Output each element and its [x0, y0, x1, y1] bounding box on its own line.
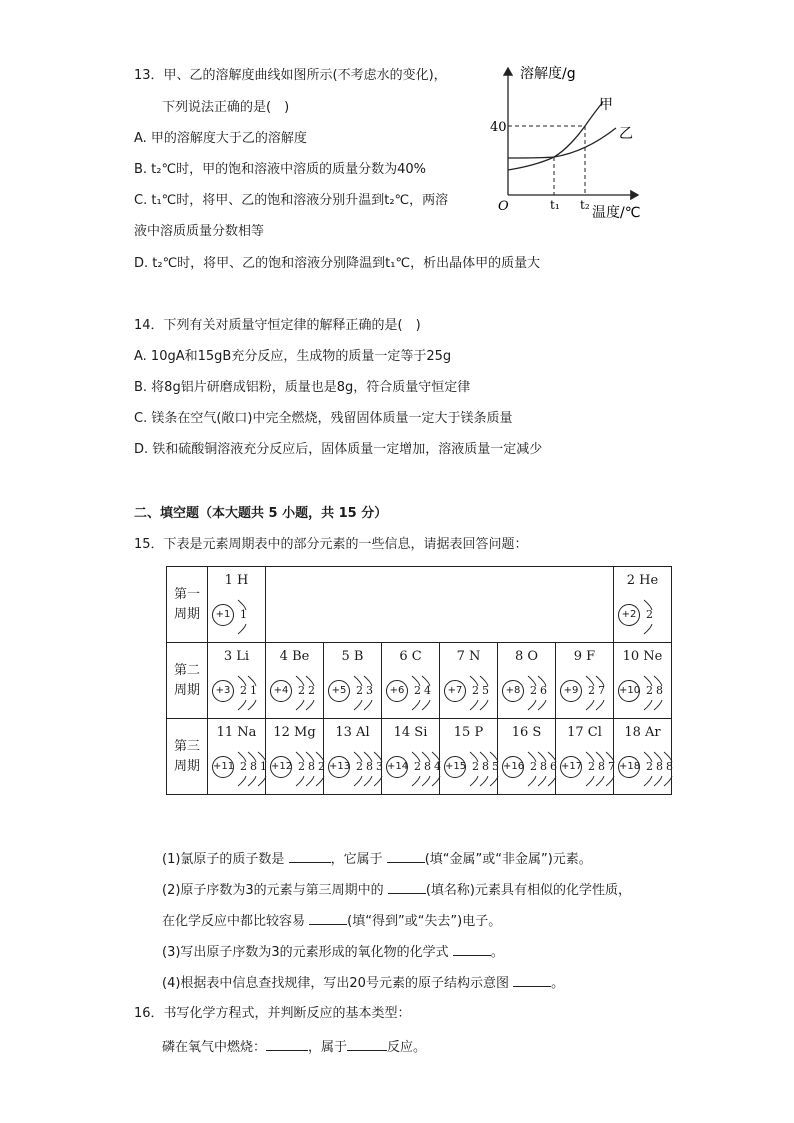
q16-line — [162, 1036, 426, 1057]
period-row-2 — [167, 643, 672, 719]
nucleus-circle: +14 — [386, 756, 408, 778]
electron-count: 2 — [588, 760, 595, 773]
electron-count: 8 — [656, 684, 663, 697]
q13-option-d: D. t₂℃时，将甲、乙的饱和溶液分别降温到t₁℃，析出晶体甲的质量大 — [134, 256, 541, 271]
periodic-table — [166, 566, 672, 795]
q15-sub2 — [162, 879, 631, 900]
element-cell — [556, 719, 614, 795]
element-cell — [440, 719, 498, 795]
element-label: 13 Al — [335, 725, 370, 740]
electron-shells — [640, 746, 676, 790]
x-tick-t2: t₂ — [580, 198, 590, 212]
atomic-structure-diagram — [444, 670, 500, 714]
q14-option-a: A. 10gA和15gB充分反应，生成物的质量一定等于25g — [134, 349, 452, 364]
nucleus-circle: +15 — [444, 756, 466, 778]
nucleus-circle: +8 — [502, 680, 524, 702]
nucleus-circle: +13 — [328, 756, 350, 778]
q15-sub3-text-a: (3)写出原子序数为3的元素形成的氧化物的化学式 — [162, 945, 449, 960]
period-header-text: 第三 — [173, 738, 200, 754]
q15-sub3-text-b: 。 — [490, 945, 504, 960]
electron-count: 2 — [530, 760, 537, 773]
q16-text-c: 反应。 — [387, 1040, 427, 1055]
answer-blank[interactable] — [309, 910, 347, 925]
element-cell — [324, 719, 382, 795]
electron-count: 2 — [646, 684, 653, 697]
electron-count: 8 — [250, 760, 257, 773]
period-header-text: 周期 — [173, 606, 200, 622]
q15-sub4-text-b: 。 — [551, 976, 565, 991]
electron-count: 2 — [356, 684, 363, 697]
period-header-2 — [167, 643, 208, 719]
empty-gap-cell — [266, 567, 614, 643]
curve-jia-label: 甲 — [599, 97, 613, 113]
q14-option-d: D. 铁和硫酸铜溶液充分反应后，固体质量一定增加，溶液质量一定减少 — [134, 442, 543, 457]
q15-sub4-text-a: (4)根据表中信息查找规律，写出20号元素的原子结构示意图 — [162, 976, 509, 991]
element-label: 11 Na — [216, 725, 257, 740]
solubility-graph — [488, 60, 648, 225]
q15-sub2-text-d: (填“得到”或“失去”)电子。 — [347, 914, 502, 929]
element-cell — [382, 643, 440, 719]
nucleus-circle: +7 — [444, 680, 466, 702]
electron-count: 5 — [492, 760, 499, 773]
electron-shells — [640, 670, 676, 714]
nucleus-circle: +6 — [386, 680, 408, 702]
y-axis-label: 溶解度/g — [520, 66, 576, 82]
element-label: 17 Cl — [567, 725, 602, 740]
period-header-3 — [167, 719, 208, 795]
element-cell — [266, 643, 324, 719]
electron-count: 8 — [598, 760, 605, 773]
q15-sub2-text-c: 在化学反应中都比较容易 — [162, 914, 306, 929]
atomic-structure-diagram — [328, 746, 384, 790]
electron-count: 2 — [414, 760, 421, 773]
q16-text-b: ，属于 — [308, 1040, 348, 1055]
q14-option-c: C. 镁条在空气(敞口)中完全燃烧，残留固体质量一定大于镁条质量 — [134, 411, 513, 426]
electron-count: 2 — [318, 760, 325, 773]
atomic-structure-diagram — [212, 746, 268, 790]
answer-blank[interactable] — [388, 879, 426, 894]
section-title: 二、填空题（本大题共 5 小题，共 15 分） — [134, 506, 388, 521]
nucleus-circle: +5 — [328, 680, 350, 702]
atomic-structure-diagram — [502, 746, 558, 790]
q15-stem: 15．下表是元素周期表中的部分元素的一些信息，请据表回答问题： — [134, 537, 528, 552]
nucleus-circle: +12 — [270, 756, 292, 778]
electron-count: 2 — [356, 760, 363, 773]
q15-sub1-text-c: (填“金属”或“非金属”)元素。 — [424, 852, 592, 867]
period-header-text: 周期 — [173, 682, 200, 698]
electron-count: 2 — [298, 760, 305, 773]
answer-blank[interactable] — [289, 848, 331, 863]
q16-stem: 16．书写化学方程式，并判断反应的基本类型： — [134, 1006, 411, 1021]
element-cell — [266, 719, 324, 795]
electron-count: 2 — [240, 684, 247, 697]
electron-count: 2 — [414, 684, 421, 697]
atomic-structure-diagram — [328, 670, 384, 714]
electron-count: 2 — [240, 760, 247, 773]
period-header-text: 周期 — [173, 758, 200, 774]
nucleus-circle: +2 — [618, 604, 640, 626]
q15-sub1-text-a: (1)氯原子的质子数是 — [162, 852, 285, 867]
electron-count: 1 — [240, 608, 247, 621]
nucleus-circle: +1 — [212, 604, 234, 626]
q15-sub2-text-a: (2)原子序数为3的元素与第三周期中的 — [162, 883, 384, 898]
period-header-text: 第一 — [173, 586, 200, 602]
electron-count: 6 — [550, 760, 557, 773]
q13-stem-line1: 13．甲、乙的溶解度曲线如图所示(不考虑水的变化)， — [134, 68, 447, 83]
element-label: 8 O — [514, 649, 539, 664]
q15-sub2-cont — [162, 910, 501, 931]
atomic-structure-diagram — [270, 670, 326, 714]
atomic-structure-diagram — [618, 746, 674, 790]
electron-count: 7 — [598, 684, 605, 697]
q13-option-c-line2: 液中溶质质量分数相等 — [134, 224, 265, 239]
element-cell — [324, 643, 382, 719]
period-row-3 — [167, 719, 672, 795]
curve-yi-label: 乙 — [619, 126, 633, 142]
atomic-structure-diagram — [502, 670, 558, 714]
nucleus-circle: +4 — [270, 680, 292, 702]
q13-option-a: A. 甲的溶解度大于乙的溶解度 — [134, 131, 307, 146]
q16-text-a: 磷在氧气中燃烧： — [162, 1040, 267, 1055]
q14-option-b: B. 将8g铝片研磨成铝粉，质量也是8g，符合质量守恒定律 — [134, 380, 471, 395]
atomic-structure-diagram — [270, 746, 326, 790]
atomic-structure-diagram — [618, 594, 674, 638]
element-cell — [440, 643, 498, 719]
curve-yi — [508, 128, 616, 158]
nucleus-circle: +16 — [502, 756, 524, 778]
element-cell — [208, 719, 266, 795]
element-label: 9 F — [573, 649, 596, 664]
x-axis-label: 温度/℃ — [592, 205, 641, 221]
element-cell — [556, 643, 614, 719]
electron-count: 2 — [646, 760, 653, 773]
curve-jia — [508, 102, 603, 170]
electron-count: 3 — [366, 684, 373, 697]
electron-count: 2 — [472, 684, 479, 697]
element-label: 12 Mg — [273, 725, 316, 740]
electron-count: 2 — [298, 684, 305, 697]
atomic-structure-diagram — [212, 670, 268, 714]
electron-count: 3 — [376, 760, 383, 773]
element-cell — [382, 719, 440, 795]
electron-count: 8 — [540, 760, 547, 773]
period-row-1 — [167, 567, 672, 643]
element-label: 2 He — [626, 573, 659, 588]
electron-count: 7 — [608, 760, 615, 773]
atomic-structure-diagram — [444, 746, 500, 790]
q13-option-b: B. t₂℃时，甲的饱和溶液中溶质的质量分数为40% — [134, 162, 426, 177]
element-label: 16 S — [511, 725, 542, 740]
element-label: 7 N — [456, 649, 481, 664]
element-cell — [498, 719, 556, 795]
q13-stem-line2: 下列说法正确的是( ) — [162, 100, 290, 115]
answer-blank[interactable] — [347, 1036, 387, 1051]
electron-count: 8 — [656, 760, 663, 773]
atomic-structure-diagram — [560, 670, 616, 714]
x-tick-t1: t₁ — [550, 198, 560, 212]
element-label: 10 Ne — [622, 649, 663, 664]
electron-count: 8 — [666, 760, 673, 773]
element-label: 18 Ar — [624, 725, 661, 740]
electron-count: 2 — [530, 684, 537, 697]
answer-blank[interactable] — [453, 941, 491, 956]
origin-label: O — [498, 199, 509, 214]
electron-count: 8 — [482, 760, 489, 773]
electron-count: 1 — [260, 760, 267, 773]
electron-count: 8 — [308, 760, 315, 773]
answer-blank[interactable] — [387, 848, 425, 863]
electron-count: 8 — [366, 760, 373, 773]
electron-shells — [640, 594, 676, 638]
period-header-1 — [167, 567, 208, 643]
answer-blank[interactable] — [513, 972, 551, 987]
q15-sub1-text-b: ，它属于 — [330, 852, 383, 867]
atomic-structure-diagram — [560, 746, 616, 790]
element-label: 5 B — [341, 649, 364, 664]
y-tick-40: 40 — [490, 120, 507, 135]
q15-sub4 — [162, 972, 564, 993]
element-cell — [208, 567, 266, 643]
q15-sub2-text-b: (填名称)元素具有相似的化学性质， — [425, 883, 631, 898]
element-cell — [614, 643, 672, 719]
electron-count: 2 — [646, 608, 653, 621]
electron-count: 2 — [588, 684, 595, 697]
atomic-structure-diagram — [386, 746, 442, 790]
q14-stem: 14．下列有关对质量守恒定律的解释正确的是( ) — [134, 318, 421, 333]
element-label: 6 C — [399, 649, 422, 664]
q15-sub1 — [162, 848, 592, 869]
element-label: 3 Li — [223, 649, 250, 664]
atomic-structure-diagram — [212, 594, 268, 638]
electron-count: 8 — [424, 760, 431, 773]
q15-sub3 — [162, 941, 504, 962]
nucleus-circle: +11 — [212, 756, 234, 778]
atomic-structure-diagram — [618, 670, 674, 714]
element-cell — [208, 643, 266, 719]
q13-option-c-line1: C. t₁℃时，将甲、乙的饱和溶液分别升温到t₂℃，两溶 — [134, 193, 449, 208]
nucleus-circle: +9 — [560, 680, 582, 702]
electron-count: 2 — [472, 760, 479, 773]
element-label: 4 Be — [279, 649, 310, 664]
element-cell — [614, 719, 672, 795]
nucleus-circle: +10 — [618, 680, 640, 702]
element-label: 14 Si — [393, 725, 428, 740]
electron-count: 4 — [424, 684, 431, 697]
nucleus-circle: +18 — [618, 756, 640, 778]
atomic-structure-diagram — [386, 670, 442, 714]
element-cell — [498, 643, 556, 719]
element-label: 1 H — [224, 573, 249, 588]
electron-count: 6 — [540, 684, 547, 697]
electron-count: 5 — [482, 684, 489, 697]
element-label: 15 P — [453, 725, 484, 740]
electron-count: 1 — [250, 684, 257, 697]
nucleus-circle: +3 — [212, 680, 234, 702]
element-cell — [614, 567, 672, 643]
nucleus-circle: +17 — [560, 756, 582, 778]
electron-count: 2 — [308, 684, 315, 697]
answer-blank[interactable] — [266, 1036, 308, 1051]
period-header-text: 第二 — [173, 662, 200, 678]
electron-count: 4 — [434, 760, 441, 773]
